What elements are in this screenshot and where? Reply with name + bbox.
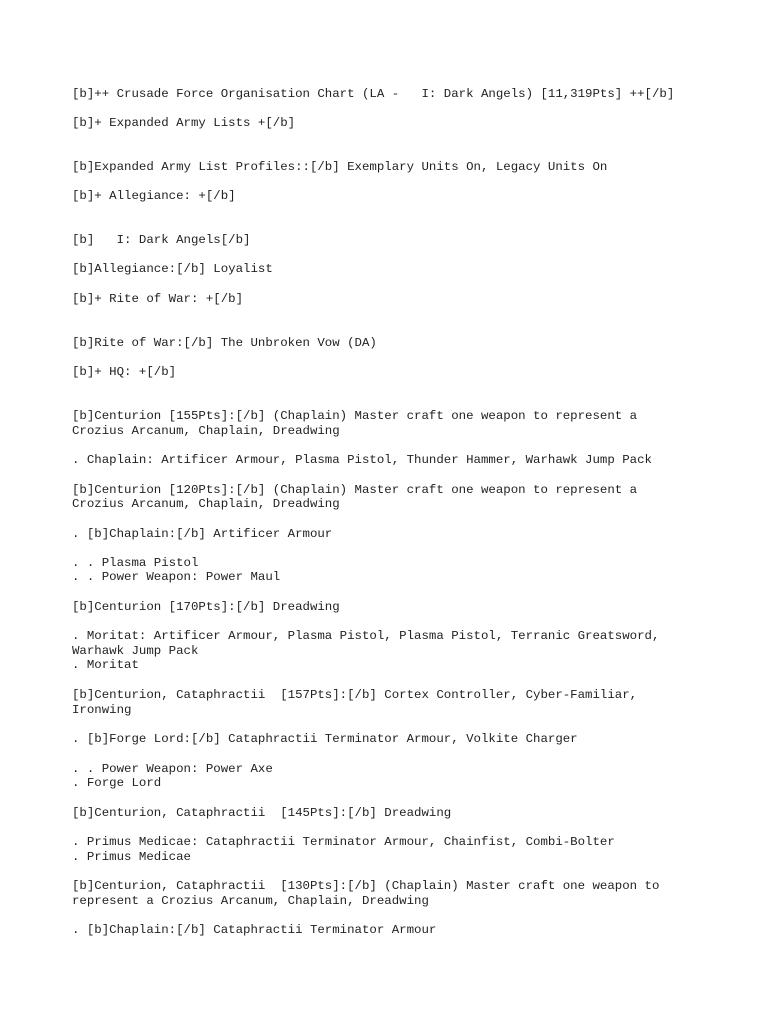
text-line: [b]+ Allegiance: +[/b] [72,189,236,203]
text-line: [b]++ Crusade Force Organisation Chart (LA - I: Dark Angels) [11,319Pts] ++[/b] [72,87,675,101]
text-line: represent a Crozius Arcanum, Chaplain, Dreadwing [72,894,429,908]
text-line: Crozius Arcanum, Chaplain, Dreadwing [72,424,340,438]
text-line: . [b]Forge Lord:[/b] Cataphractii Terminator Armour, Volkite Charger [72,732,578,746]
text-line: [b]+ Rite of War: +[/b] [72,292,244,306]
text-line: . . Power Weapon: Power Maul [72,570,281,584]
text-line: . . Power Weapon: Power Axe [72,762,273,776]
text-line: [b]Rite of War:[/b] The Unbroken Vow (DA) [72,336,377,350]
text-line: . Primus Medicae [72,850,191,864]
text-line: [b]Centurion [155Pts]:[/b] (Chaplain) Master craft one weapon to represent a [72,409,638,423]
text-line: [b]Centurion, Cataphractii [130Pts]:[/b] (Chaplain) Master craft one weapon to [72,879,660,893]
text-line: . Moritat [72,658,139,672]
text-line: . Moritat: Artificer Armour, Plasma Pistol, Plasma Pistol, Terranic Greatsword, [72,629,660,643]
text-line: . [b]Chaplain:[/b] Artificer Armour [72,527,333,541]
text-line: . Forge Lord [72,776,162,790]
text-line: [b]+ Expanded Army Lists +[/b] [72,116,296,130]
text-line: [b]Allegiance:[/b] Loyalist [72,262,273,276]
text-line: [b]Centurion, Cataphractii [145Pts]:[/b] Dreadwing [72,806,452,820]
text-line: Crozius Arcanum, Chaplain, Dreadwing [72,497,340,511]
text-line: . Primus Medicae: Cataphractii Terminator Armour, Chainfist, Combi-Bolter [72,835,615,849]
text-line: [b]+ HQ: +[/b] [72,365,177,379]
text-line: . [b]Chaplain:[/b] Cataphractii Terminator Armour [72,923,437,937]
text-line: [b]Centurion, Cataphractii [157Pts]:[/b] Cortex Controller, Cyber-Familiar, [72,688,638,702]
text-line: [b]Centurion [120Pts]:[/b] (Chaplain) Master craft one weapon to represent a [72,483,638,497]
text-line: Warhawk Jump Pack [72,644,199,658]
text-line: . . Plasma Pistol [72,556,199,570]
text-line: [b]Centurion [170Pts]:[/b] Dreadwing [72,600,340,614]
text-line: [b] I: Dark Angels[/b] [72,233,251,247]
text-line: [b]Expanded Army List Profiles::[/b] Exemplary Units On, Legacy Units On [72,160,608,174]
text-line: Ironwing [72,703,132,717]
text-line: . Chaplain: Artificer Armour, Plasma Pistol, Thunder Hammer, Warhawk Jump Pack [72,453,652,467]
